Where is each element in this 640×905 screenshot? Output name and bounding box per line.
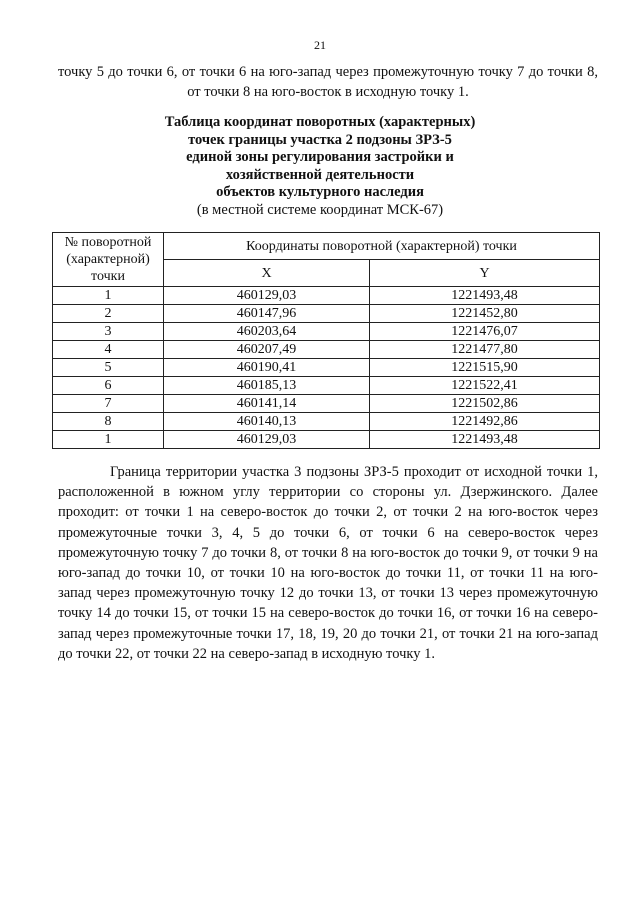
table-row — [53, 359, 600, 377]
x-coordinate-cell: 460129,03 — [164, 431, 370, 449]
point-number-cell: 8 — [53, 413, 164, 431]
y-coordinate-cell: 1221522,41 — [370, 377, 600, 395]
coordinates-table — [52, 232, 600, 449]
x-coordinate-cell: 460190,41 — [164, 359, 370, 377]
x-coordinate-cell: 460203,64 — [164, 323, 370, 341]
table-row — [53, 395, 600, 413]
point-number-cell: 6 — [53, 377, 164, 395]
y-coordinate-cell: 1221492,86 — [370, 413, 600, 431]
y-coordinate-cell: 1221476,07 — [370, 323, 600, 341]
table-row — [53, 431, 600, 449]
y-coordinate-cell: 1221493,48 — [370, 287, 600, 305]
title-line-4: хозяйственной деятельности — [225, 166, 415, 183]
point-number-cell: 7 — [53, 395, 164, 413]
y-coordinate-cell: 1221493,48 — [370, 431, 600, 449]
x-coordinate-cell: 460185,13 — [164, 377, 370, 395]
title-line-1: Таблица координат поворотных (характерных) — [164, 114, 476, 130]
x-coordinate-cell: 460147,96 — [164, 305, 370, 323]
y-coordinate-cell: 1221452,80 — [370, 305, 600, 323]
table-row — [53, 377, 600, 395]
boundary-description: Граница территории участка 3 подзоны ЗРЗ-5 проходит от исходной точки 1, расположенной в южном углу территории со стороны ул. Дзержинского. Далее проходит: от точки 1 на северо-восток до точки 2, от точки 2 на юго-восток через промежуточные точки 3, 4, 5 до точки 6, от точки 6 на северо-восток через промежуточную точку 7 до точки 8, от точки 8 на юго-восток до точки 9, от точки 9 на юго-запад до точки 10, от точки 10 на юго-восток до точки 11, от точки 11 на юго-запад через промежуточную точку 12 до точки 13, от точки 13 через промежуточную точку 14 до точки 15, от точки 15 на северо-восток до точки 16, от точки 16 на северо-запад через промежуточные точки 17, 18, 19, 20 до точки 21, от точки 21 на юго-запад до точки 22, от точки 22 на северо-запад в исходную точку 1. — [58, 464, 598, 662]
table-row — [53, 323, 600, 341]
table-row — [53, 287, 600, 305]
point-number-cell: 1 — [53, 287, 164, 305]
x-coordinate-cell: 460207,49 — [164, 341, 370, 359]
x-header: X — [164, 260, 370, 287]
table-row — [53, 341, 600, 359]
page-number: 21 — [314, 38, 326, 52]
x-coordinate-cell: 460141,14 — [164, 395, 370, 413]
y-coordinate-cell: 1221502,86 — [370, 395, 600, 413]
title-line-6: (в местной системе координат МСК-67) — [196, 201, 444, 218]
table-body — [53, 287, 600, 449]
title-line-2: точек границы участка 2 подзоны ЗРЗ-5 — [188, 131, 452, 148]
y-coordinate-cell: 1221515,90 — [370, 359, 600, 377]
point-number-cell: 1 — [53, 431, 164, 449]
point-number-cell: 2 — [53, 305, 164, 323]
point-number-cell: 4 — [53, 341, 164, 359]
x-coordinate-cell: 460129,03 — [164, 287, 370, 305]
title-line-5: объектов культурного наследия — [216, 184, 424, 200]
point-number-cell: 5 — [53, 359, 164, 377]
point-number-header: № поворотной (характерной) точки — [53, 233, 164, 287]
point-number-cell: 3 — [53, 323, 164, 341]
y-header: Y — [370, 260, 600, 287]
table-row — [53, 305, 600, 323]
x-coordinate-cell: 460140,13 — [164, 413, 370, 431]
title-line-3: единой зоны регулирования застройки и — [186, 149, 454, 165]
coordinates-header: Координаты поворотной (характерной) точки — [164, 233, 600, 260]
y-coordinate-cell: 1221477,80 — [370, 341, 600, 359]
table-row — [53, 413, 600, 431]
table-title — [0, 114, 640, 219]
intro-paragraph: точку 5 до точки 6, от точки 6 на юго-запад через промежуточную точку 7 до точки 8, от точки 8 на юго-восток в исходную точку 1. — [58, 64, 598, 100]
